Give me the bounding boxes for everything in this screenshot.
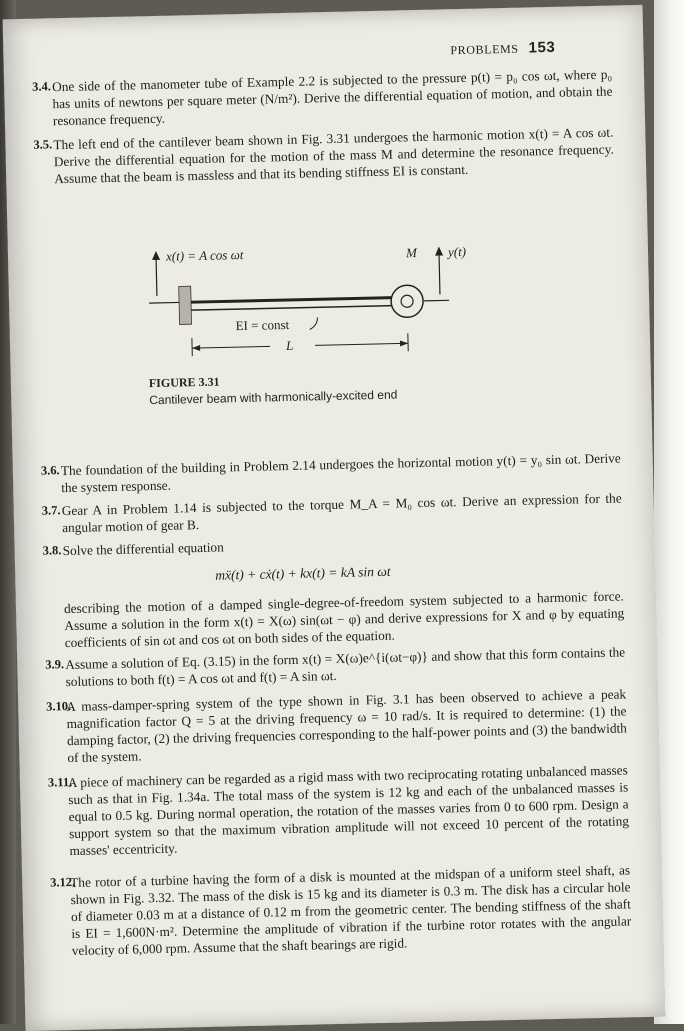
problem-number: 3.8.: [42, 542, 61, 559]
problem-number: 3.4.: [32, 78, 51, 95]
problem-text: Assume a solution of Eq. (3.15) in the form x(t) = X(ω)e^{i(ωt−φ)} and show that this form contains the solutions to both f(t) = A cos ωt and f(t) = A sin ωt.: [65, 643, 626, 690]
problem-text: describing the motion of a damped single-degree-of-freedom system subjected to a harmonic force. Assume a solution in the form x(t) = X(ω) sin(ωt − φ) and derive expressions for X and φ by equating coefficients of sin ωt and cos ωt on both sides of the equation.: [64, 587, 625, 651]
problem-text: The left end of the cantilever beam shown in Fig. 3.31 undergoes the harmonic motion x(t) = A cos ωt. Derive the differential equation for the motion of the mass M and determine the resonance frequency. Assume that the beam is massless and that its bending stiffness EI is constant.: [53, 124, 614, 188]
problem-number: 3.9.: [45, 656, 64, 673]
problem-text: One side of the manometer tube of Example 2.2 is subjected to the pressure p(t) = p₀ cos ωt, where p₀ has units of newtons per square meter (N/m²). Derive the differential equation of motion, and obtain the resonance frequency.: [52, 66, 613, 130]
stiffness-label: EI = const: [235, 317, 289, 334]
figure-caption-text: Cantilever beam with harmonically-excited end: [149, 388, 397, 408]
problem-3-8-continued: [64, 587, 625, 651]
problem-3-4: [52, 66, 613, 130]
running-head: [450, 39, 555, 58]
book-page: [3, 5, 666, 1031]
problem-number: 3.12.: [50, 874, 75, 892]
problem-3-5: [53, 124, 614, 188]
problem-text: A piece of machinery can be regarded as a rigid mass with two reciprocating rotating unbalanced masses such as that in Fig. 1.34a. The total mass of the system is 12 kg and each of the unbalanced masses is equal to 0.5 kg. During normal operation, the rotation of the masses varies from 0 to 600 rpm. Design a support system so that the maximum vibration amplitude will not exceed 10 percent of the rotating masses' eccentricity.: [68, 761, 630, 859]
mass-label: M: [406, 245, 417, 261]
problem-3-9: [65, 643, 626, 690]
output-motion-label: y(t): [448, 244, 466, 260]
problem-text: Gear A in Problem 1.14 is subjected to the torque M_A = M₀ cos ωt. Derive an expression for the angular motion of gear B.: [62, 489, 623, 536]
problem-number: 3.11.: [48, 774, 73, 792]
problem-number: 3.7.: [42, 502, 61, 519]
problem-text: A mass-damper-spring system of the type shown in Fig. 3.1 has been observed to achieve a peak magnification factor Q = 5 at the driving frequency ω = 10 rad/s. It is required to determine: (1) the damping factor, (2) the driving frequencies corresponding to the half-power points and (3) the bandwidth of the system.: [66, 685, 627, 766]
section-title: PROBLEMS: [450, 42, 518, 58]
problem-3-10: [66, 685, 627, 766]
equation-3-8: mẍ(t) + cẋ(t) + kx(t) = kA sin ωt: [215, 562, 455, 583]
length-label: L: [286, 338, 294, 354]
problem-number: 3.10.: [46, 698, 71, 716]
problem-text: Solve the differential equation: [62, 529, 622, 559]
input-motion-label: x(t) = A cos ωt: [166, 247, 244, 265]
figure-3-31: [148, 234, 481, 361]
figure-caption-title: FIGURE 3.31: [149, 375, 220, 392]
problem-3-7: [62, 489, 623, 536]
problem-text: The foundation of the building in Problem 2.14 undergoes the horizontal motion y(t) = y₀ sin ωt. Derive the system response.: [61, 449, 622, 496]
problem-3-12: [70, 861, 632, 959]
problem-text: The rotor of a turbine having the form of a disk is mounted at the midspan of a uniform steel shaft, as shown in Fig. 3.32. The mass of the disk is 15 kg and its diameter is 0.3 m. The disk has a circular hole of diameter 0.03 m at a distance of 0.12 m from the geometric center. The bending stiffness of the shaft is EI = 1,600N·m². Determine the amplitude of vibration if the turbine rotor rotates with the angular velocity of 6,000 rpm. Assume that the shaft bearings are rigid.: [70, 861, 632, 959]
problem-3-11: [68, 761, 630, 859]
problem-number: 3.5.: [33, 136, 52, 153]
problem-number: 3.6.: [41, 462, 60, 479]
problem-3-6: [61, 449, 622, 496]
page-number: 153: [528, 39, 555, 57]
